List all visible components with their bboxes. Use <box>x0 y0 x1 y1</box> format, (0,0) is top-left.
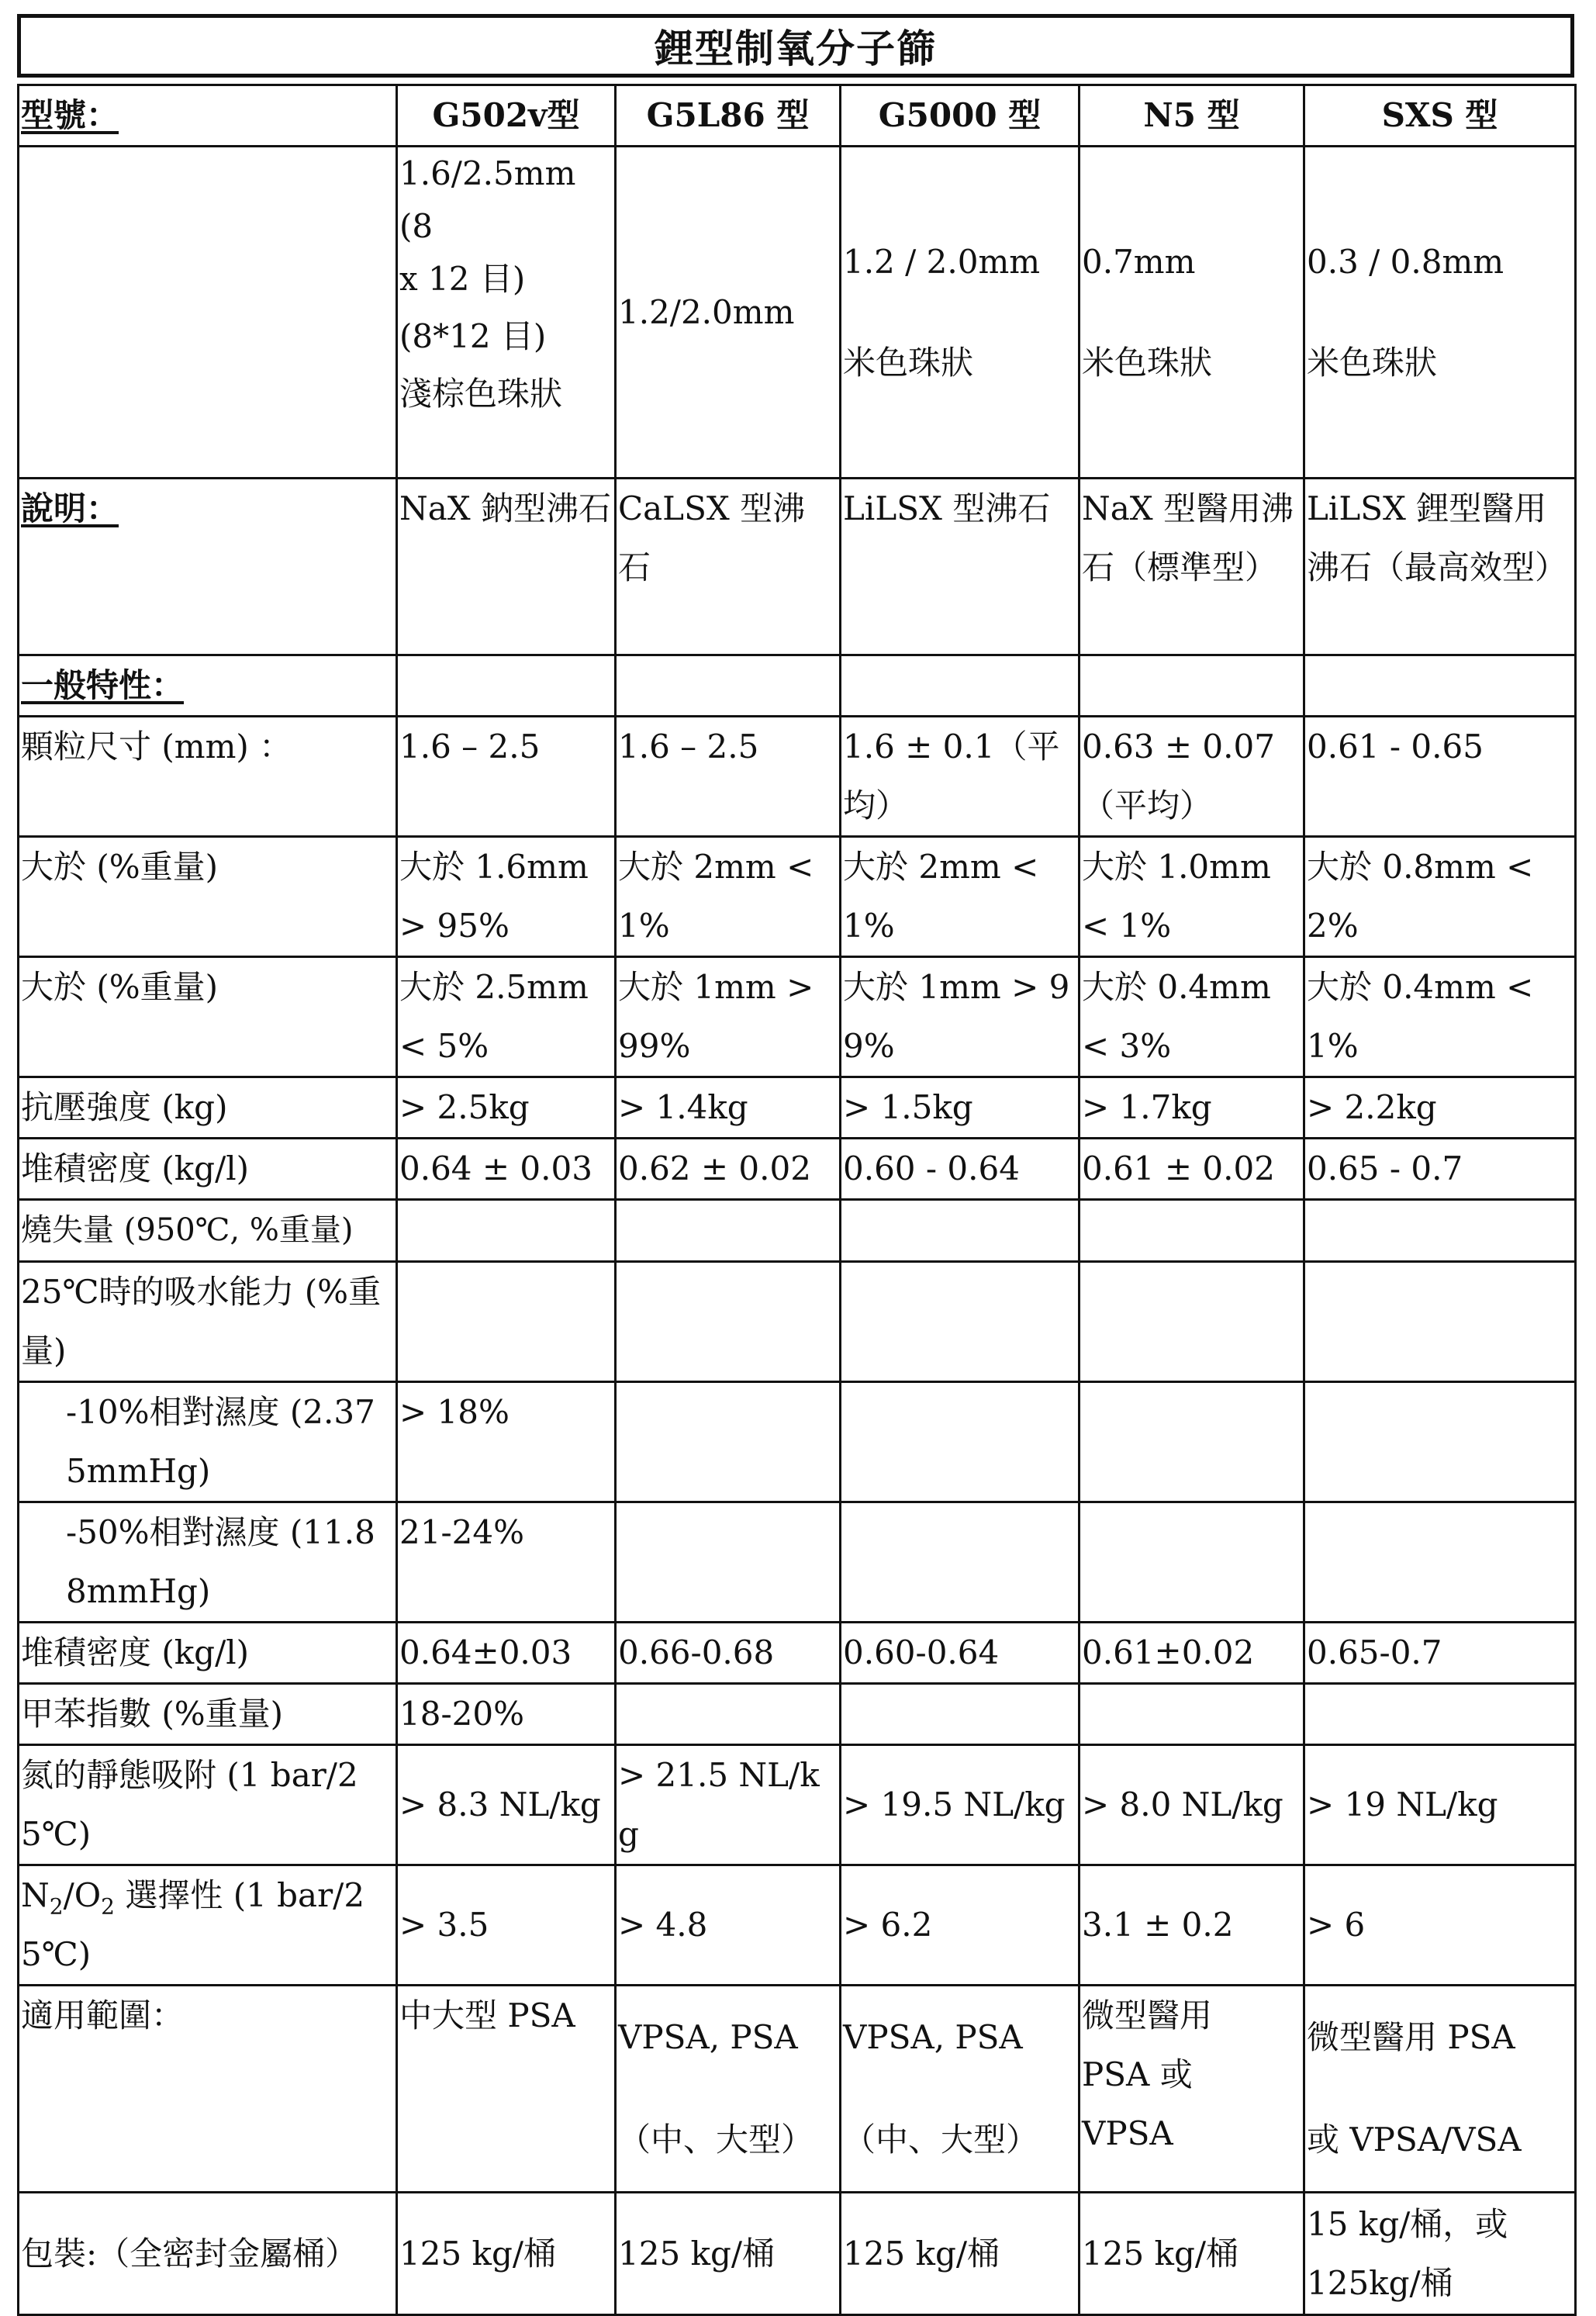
application-line: 微型醫用 PSA <box>1307 2018 1515 2056</box>
spec-value: > 21.5 NL/kg <box>616 1745 841 1865</box>
description-cell: NaX 型醫用沸石（標準型） <box>1080 479 1304 655</box>
spec-value <box>841 1382 1080 1502</box>
spec-value: 0.62 ± 0.02 <box>616 1139 841 1200</box>
spec-value: 0.61±0.02 <box>1080 1623 1304 1684</box>
spec-label: 堆積密度 (kg/l) <box>19 1623 397 1684</box>
spec-label: 燒失量 (950℃, %重量) <box>19 1200 397 1262</box>
spec-value: > 1.7kg <box>1080 1077 1304 1139</box>
spec-label: 甲苯指數 (%重量) <box>19 1684 397 1745</box>
spec-row <box>19 957 1576 1077</box>
spec-label: 抗壓強度 (kg) <box>19 1077 397 1139</box>
spec-value: 大於 1mm > 99% <box>616 957 841 1077</box>
spec-value: 大於 1mm > 99% <box>841 957 1080 1077</box>
appearance-line: 1.2 / 2.0mm <box>843 242 1041 281</box>
appearance-line: x 12 目) <box>399 260 526 298</box>
appearance-cell <box>1080 147 1304 479</box>
packaging-line: 125kg/桶 <box>1307 2263 1453 2302</box>
spec-value <box>1304 1200 1576 1262</box>
packaging-value <box>397 2193 616 2315</box>
spec-value: 0.64±0.03 <box>397 1623 616 1684</box>
spec-value: 1.6 – 2.5 <box>397 717 616 837</box>
spec-row <box>19 1262 1576 1382</box>
spec-row <box>19 1502 1576 1623</box>
application-value <box>616 1986 841 2193</box>
spec-value: 大於 0.8mm < 2% <box>1304 837 1576 957</box>
spec-value: 大於 0.4mm < 1% <box>1304 957 1576 1077</box>
spec-value <box>841 1684 1080 1745</box>
label-part: 選擇性 (1 bar/25℃) <box>21 1876 365 1973</box>
spec-value <box>1304 1382 1576 1502</box>
spec-label: 氮的靜態吸附 (1 bar/25℃) <box>19 1745 397 1865</box>
page-title: 鋰型制氧分子篩 <box>17 14 1574 78</box>
spec-value <box>397 1200 616 1262</box>
spec-value: 0.60-0.64 <box>841 1623 1080 1684</box>
selectivity-value: > 3.5 <box>397 1865 616 1986</box>
description-row <box>19 479 1576 655</box>
spec-label: 25℃時的吸水能力 (%重量) <box>19 1262 397 1382</box>
model-name: N5 型 <box>1080 85 1304 147</box>
general-row <box>19 655 1576 717</box>
spec-value <box>616 1502 841 1623</box>
spec-value <box>1304 1684 1576 1745</box>
model-name: G502v型 <box>397 85 616 147</box>
spec-value <box>1304 1262 1576 1382</box>
spec-label: 大於 (%重量) <box>19 837 397 957</box>
appearance-line: 0.3 / 0.8mm <box>1307 242 1504 281</box>
spec-value <box>841 1502 1080 1623</box>
spec-value: 21-24% <box>397 1502 616 1623</box>
spec-value: > 2.2kg <box>1304 1077 1576 1139</box>
appearance-cell <box>397 147 616 479</box>
selectivity-value: > 4.8 <box>616 1865 841 1986</box>
packaging-line: 125 kg/桶 <box>843 2234 1000 2273</box>
model-name: G5L86 型 <box>616 85 841 147</box>
packaging-value <box>616 2193 841 2315</box>
label-part: /O <box>63 1876 102 1914</box>
spec-value: > 8.0 NL/kg <box>1080 1745 1304 1865</box>
selectivity-row <box>19 1865 1576 1986</box>
empty-cell <box>841 655 1080 717</box>
spec-value: 0.64 ± 0.03 <box>397 1139 616 1200</box>
empty-cell <box>616 655 841 717</box>
empty-cell <box>1304 655 1576 717</box>
appearance-cell <box>841 147 1080 479</box>
appearance-cell <box>1304 147 1576 479</box>
application-line: PSA 或 <box>1082 2055 1193 2093</box>
spec-value: 0.66-0.68 <box>616 1623 841 1684</box>
spec-row <box>19 1139 1576 1200</box>
spec-value: 大於 2mm < 1% <box>841 837 1080 957</box>
spec-value <box>616 1262 841 1382</box>
description-label: 說明： <box>19 479 397 655</box>
application-value <box>841 1986 1080 2193</box>
spec-value <box>1080 1382 1304 1502</box>
spec-value <box>1080 1502 1304 1623</box>
packaging-line: 125 kg/桶 <box>1082 2234 1239 2273</box>
application-line: 微型醫用 <box>1082 1996 1213 2034</box>
spec-value <box>1304 1502 1576 1623</box>
application-line: VPSA, PSA <box>843 2018 1023 2056</box>
selectivity-value: 3.1 ± 0.2 <box>1080 1865 1304 1986</box>
spec-value: > 1.4kg <box>616 1077 841 1139</box>
application-value <box>1304 1986 1576 2193</box>
appearance-line: 1.6/2.5mm (8 <box>399 154 576 245</box>
model-name: G5000 型 <box>841 85 1080 147</box>
spec-value: 0.60 - 0.64 <box>841 1139 1080 1200</box>
description-cell: LiLSX 鋰型醫用沸石（最高效型） <box>1304 479 1576 655</box>
spec-value: > 8.3 NL/kg <box>397 1745 616 1865</box>
model-name: SXS 型 <box>1304 85 1576 147</box>
spec-value <box>616 1382 841 1502</box>
application-line: （中、大型） <box>618 2121 814 2159</box>
spec-row <box>19 1623 1576 1684</box>
spec-label: 堆積密度 (kg/l) <box>19 1139 397 1200</box>
spec-value <box>1080 1262 1304 1382</box>
spec-value: 1.6 – 2.5 <box>616 717 841 837</box>
packaging-line: 125 kg/桶 <box>399 2234 557 2273</box>
spec-value <box>397 1262 616 1382</box>
spec-row <box>19 717 1576 837</box>
empty-cell <box>397 655 616 717</box>
spec-row <box>19 1200 1576 1262</box>
spec-value: 18-20% <box>397 1684 616 1745</box>
spec-value <box>616 1684 841 1745</box>
application-row <box>19 1986 1576 2193</box>
spec-row <box>19 1382 1576 1502</box>
application-value <box>397 1986 616 2193</box>
packaging-line: 15 kg/桶，或 <box>1307 2204 1508 2243</box>
appearance-line: 1.2/2.0mm <box>618 292 795 331</box>
appearance-label <box>19 147 397 479</box>
spec-label: 顆粒尺寸 (mm) ： <box>19 717 397 837</box>
application-line: VPSA <box>1082 2114 1173 2152</box>
spec-row <box>19 837 1576 957</box>
spec-value: 大於 2mm < 1% <box>616 837 841 957</box>
spec-value: > 19.5 NL/kg <box>841 1745 1080 1865</box>
spec-label: -10%相對濕度 (2.375mmHg) <box>19 1382 397 1502</box>
spec-value: 0.65 - 0.7 <box>1304 1139 1576 1200</box>
spec-row <box>19 1077 1576 1139</box>
spec-value: 大於 2.5mm < 5% <box>397 957 616 1077</box>
label-part: N <box>21 1876 50 1914</box>
application-label: 適用範圍： <box>19 1986 397 2193</box>
appearance-line: 米色珠狀 <box>1307 343 1438 382</box>
empty-cell <box>1080 655 1304 717</box>
spec-value: 大於 1.0mm < 1% <box>1080 837 1304 957</box>
label-part: 2 <box>49 1893 64 1920</box>
spec-value: 0.65-0.7 <box>1304 1623 1576 1684</box>
spec-value <box>841 1262 1080 1382</box>
spec-value: > 1.5kg <box>841 1077 1080 1139</box>
packaging-value <box>1080 2193 1304 2315</box>
model-header-row <box>19 85 1576 147</box>
packaging-value <box>841 2193 1080 2315</box>
spec-value: > 2.5kg <box>397 1077 616 1139</box>
spec-value: 0.63 ± 0.07（平均） <box>1080 717 1304 837</box>
appearance-row <box>19 147 1576 479</box>
appearance-line: 淺棕色珠狀 <box>399 375 563 413</box>
appearance-line: 0.7mm <box>1082 242 1196 281</box>
model-label: 型號： <box>19 85 397 147</box>
description-cell: LiLSX 型沸石 <box>841 479 1080 655</box>
spec-value: > 18% <box>397 1382 616 1502</box>
application-line: VPSA, PSA <box>618 2018 798 2056</box>
spec-label: -50%相對濕度 (11.88mmHg) <box>19 1502 397 1623</box>
spec-value: 大於 0.4mm < 3% <box>1080 957 1304 1077</box>
label-part: 2 <box>101 1893 115 1920</box>
selectivity-label <box>19 1865 397 1986</box>
appearance-cell <box>616 147 841 479</box>
spec-value: 0.61 - 0.65 <box>1304 717 1576 837</box>
application-line: 中大型 PSA <box>399 1996 575 2034</box>
packaging-row <box>19 2193 1576 2315</box>
description-cell: NaX 鈉型沸石 <box>397 479 616 655</box>
application-value <box>1080 1986 1304 2193</box>
packaging-line: 125 kg/桶 <box>618 2234 776 2273</box>
spec-value <box>1080 1684 1304 1745</box>
spec-value <box>1080 1200 1304 1262</box>
spec-row <box>19 1684 1576 1745</box>
general-label: 一般特性： <box>19 655 397 717</box>
spec-table <box>17 84 1577 2316</box>
spec-value: 大於 1.6mm > 95% <box>397 837 616 957</box>
spec-value: 0.61 ± 0.02 <box>1080 1139 1304 1200</box>
spec-value: 1.6 ± 0.1（平均） <box>841 717 1080 837</box>
application-line: 或 VPSA/VSA <box>1307 2121 1522 2159</box>
selectivity-value: > 6 <box>1304 1865 1576 1986</box>
selectivity-value: > 6.2 <box>841 1865 1080 1986</box>
spec-value <box>841 1200 1080 1262</box>
appearance-line: 米色珠狀 <box>843 343 974 382</box>
spec-value: > 19 NL/kg <box>1304 1745 1576 1865</box>
packaging-label: 包裝:（全密封金屬桶） <box>19 2193 397 2315</box>
spec-row <box>19 1745 1576 1865</box>
description-cell: CaLSX 型沸石 <box>616 479 841 655</box>
appearance-line: 米色珠狀 <box>1082 343 1213 382</box>
application-line: （中、大型） <box>843 2121 1039 2159</box>
spec-value <box>616 1200 841 1262</box>
packaging-value <box>1304 2193 1576 2315</box>
appearance-line: (8*12 目) <box>399 317 547 355</box>
spec-label: 大於 (%重量) <box>19 957 397 1077</box>
